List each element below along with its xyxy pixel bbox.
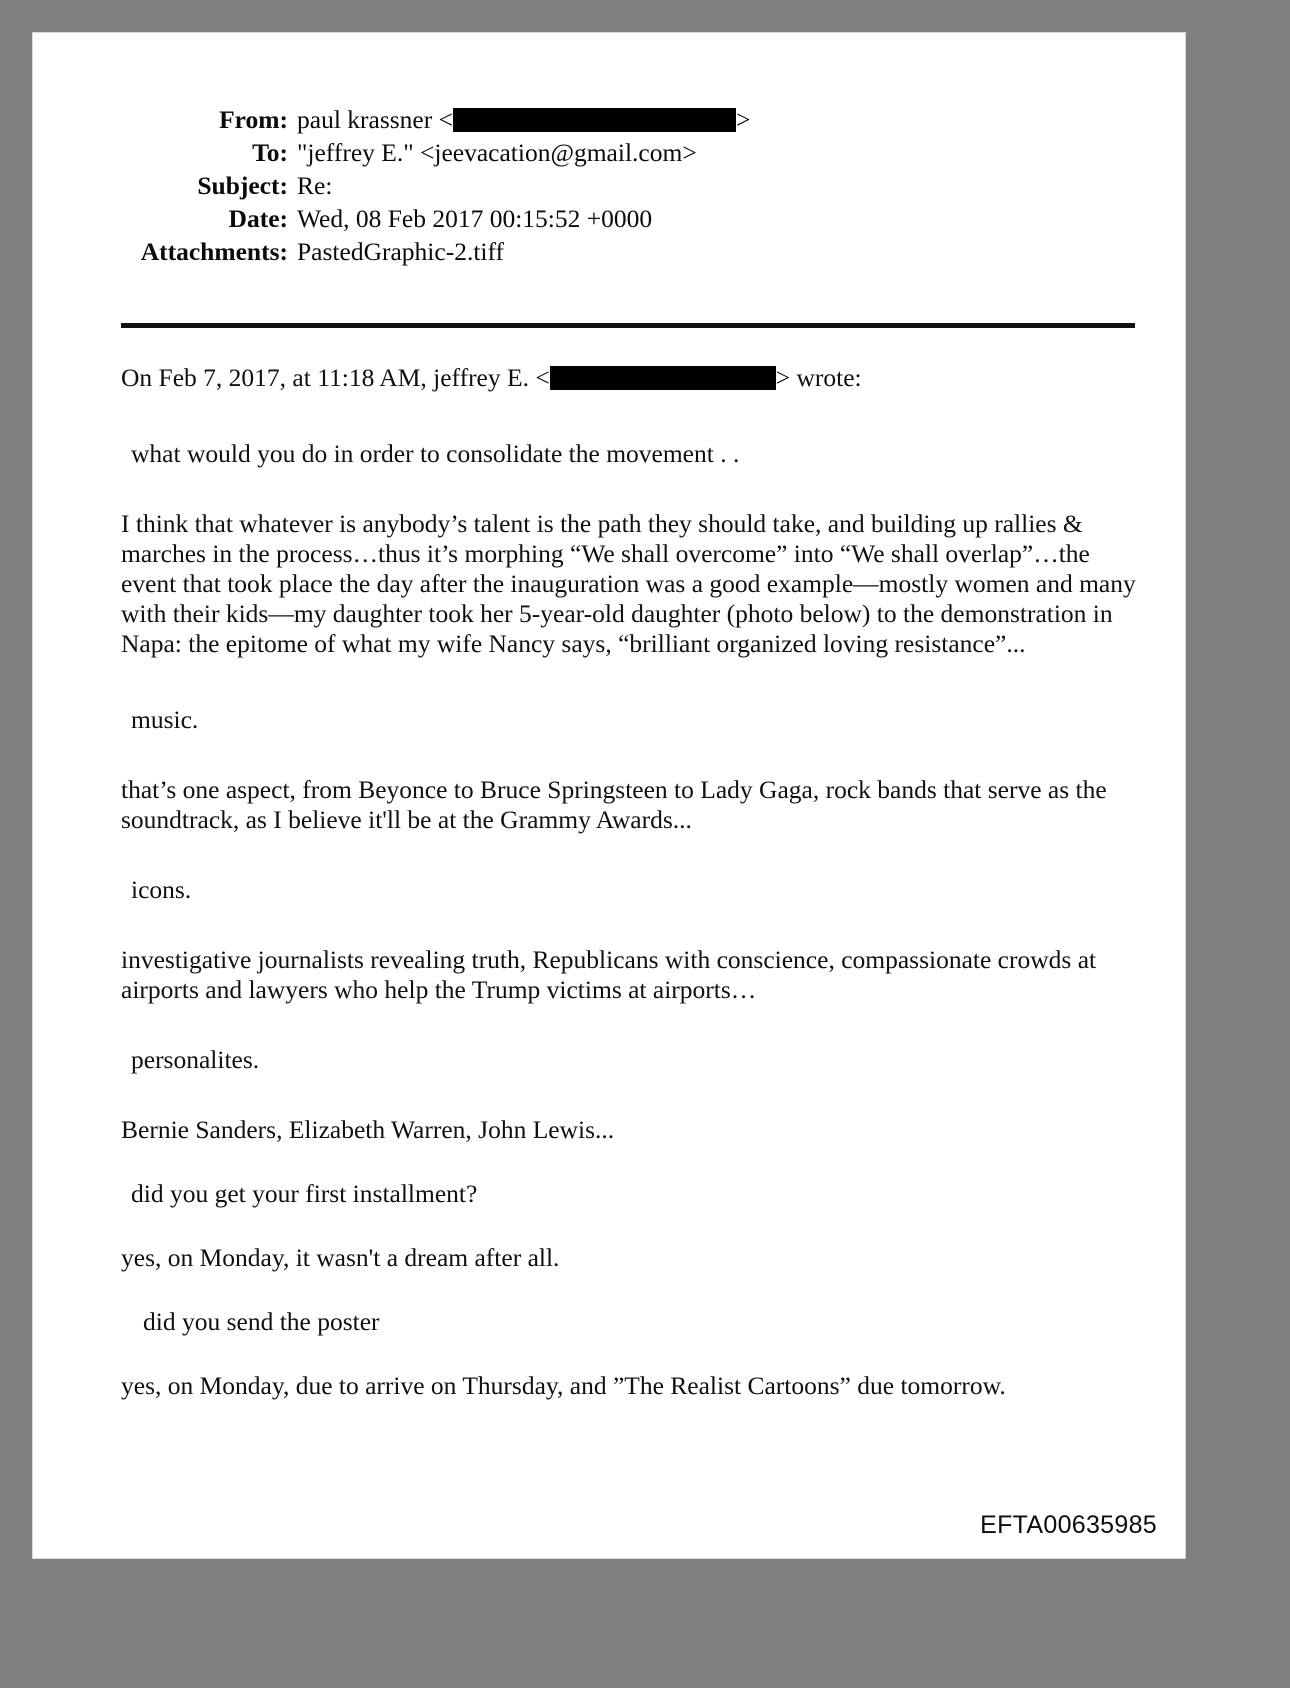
spacer bbox=[121, 905, 1137, 945]
spacer bbox=[121, 1075, 1137, 1115]
quoted-header-suffix: > wrote: bbox=[775, 363, 862, 392]
reply-paragraph-2: that’s one aspect, from Beyonce to Bruce Springsteen to Lady Gaga, rock bands that serve as the soundtrack, as I believe it'll be at the Grammy Awards... bbox=[121, 775, 1107, 834]
header-label-from: From: bbox=[219, 105, 288, 134]
header-row-date bbox=[33, 202, 1185, 235]
header-value-attachments: PastedGraphic-2.tiff bbox=[297, 237, 505, 266]
reply-paragraph-4: Bernie Sanders, Elizabeth Warren, John Lewis... bbox=[121, 1115, 615, 1144]
spacer bbox=[121, 659, 1137, 705]
email-header-block bbox=[33, 103, 1185, 268]
quoted-question-4: personalites. bbox=[131, 1045, 260, 1074]
redaction-bar-from bbox=[453, 108, 736, 132]
from-name-text: paul krassner < bbox=[297, 105, 454, 134]
email-body bbox=[121, 363, 1137, 1401]
bates-number: EFTA00635985 bbox=[980, 1511, 1157, 1539]
quoted-question-5: did you get your first installment? bbox=[131, 1179, 478, 1208]
quoted-question-6: did you send the poster bbox=[143, 1307, 380, 1336]
header-value-from bbox=[297, 103, 1185, 136]
quoted-message-header bbox=[121, 363, 1137, 393]
spacer bbox=[121, 1337, 1137, 1371]
redaction-bar-quoted-email bbox=[550, 366, 776, 390]
header-value-date: Wed, 08 Feb 2017 00:15:52 +0000 bbox=[297, 204, 653, 233]
header-value-to: "jeffrey E." <jeevacation@gmail.com> bbox=[297, 138, 697, 167]
header-row-from bbox=[33, 103, 1185, 136]
spacer bbox=[121, 835, 1137, 875]
header-label-attachments: Attachments: bbox=[140, 237, 288, 266]
from-suffix-text: > bbox=[736, 105, 751, 134]
reply-paragraph-6: yes, on Monday, due to arrive on Thursday, and ”The Realist Cartoons” due tomorrow. bbox=[121, 1371, 1006, 1400]
document-content bbox=[33, 33, 1185, 1558]
quoted-question-3: icons. bbox=[131, 875, 192, 904]
spacer bbox=[121, 469, 1137, 509]
quoted-question-1: what would you do in order to consolidate the movement . . bbox=[131, 439, 740, 468]
spacer bbox=[121, 1209, 1137, 1243]
quoted-header-prefix: On Feb 7, 2017, at 11:18 AM, jeffrey E. < bbox=[121, 363, 550, 392]
header-row-attachments bbox=[33, 235, 1185, 268]
spacer bbox=[121, 1273, 1137, 1307]
header-value-subject: Re: bbox=[297, 171, 333, 200]
quoted-question-2: music. bbox=[131, 705, 199, 734]
header-divider-rule bbox=[121, 323, 1135, 328]
reply-paragraph-3: investigative journalists revealing truth, Republicans with conscience, compassionate crowds at airports and lawyers who help the Trump victims at airports… bbox=[121, 945, 1097, 1004]
header-row-to bbox=[33, 136, 1185, 169]
spacer bbox=[121, 735, 1137, 775]
reply-paragraph-1: I think that whatever is anybody’s talent is the path they should take, and building up rallies & marches in the process…thus it’s morphing “We shall overcome” into “We shall overlap”…the event that took place the day after the inauguration was a good example—mostly women and many with their kids—my daughter took her 5-year-old daughter (photo below) to the demonstration in Napa: the epitome of what my wife Nancy says, “brilliant organized loving resistance”... bbox=[121, 509, 1136, 658]
document-page bbox=[33, 33, 1185, 1558]
reply-paragraph-5: yes, on Monday, it wasn't a dream after all. bbox=[121, 1243, 560, 1272]
header-label-to: To: bbox=[252, 138, 288, 167]
header-row-subject bbox=[33, 169, 1185, 202]
spacer bbox=[121, 1145, 1137, 1179]
spacer bbox=[121, 1005, 1137, 1045]
header-label-date: Date: bbox=[228, 204, 288, 233]
header-label-subject: Subject: bbox=[197, 171, 288, 200]
spacer bbox=[121, 393, 1137, 439]
